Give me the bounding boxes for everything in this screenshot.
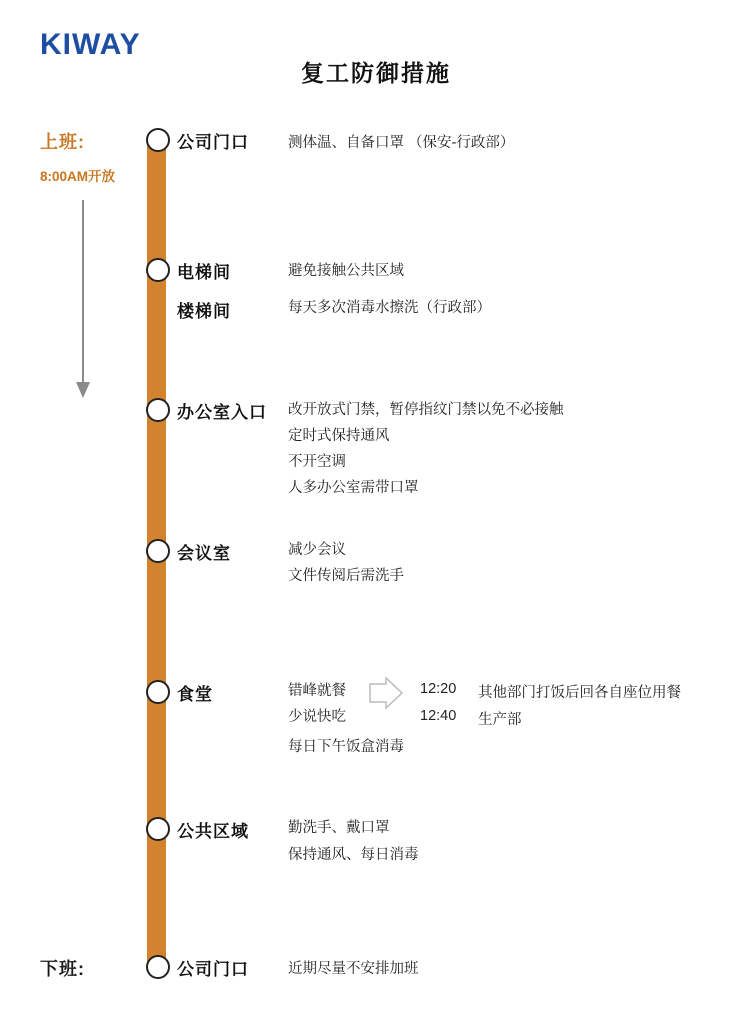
lunch-time-2: 12:40 — [420, 708, 457, 724]
shift-start-time: 8:00AM开放 — [40, 169, 116, 184]
stop-label-entrance-evening: 公司门口 — [177, 960, 249, 979]
stop-label-meeting-room: 会议室 — [177, 544, 231, 563]
down-arrow-icon — [72, 200, 94, 400]
lunch-desc-2: 生产部 — [478, 712, 522, 728]
stop-detail-meeting-1: 减少会议 — [288, 542, 346, 558]
stop-detail-public-2: 保持通风、每日消毒 — [288, 847, 419, 863]
stop-sublabel-stairs: 楼梯间 — [177, 302, 231, 321]
timeline-stop-dot[interactable] — [146, 398, 170, 422]
stop-detail-public-1: 勤洗手、戴口罩 — [288, 820, 390, 836]
page-title: 复工防御措施 — [301, 60, 451, 86]
timeline-stop-dot[interactable] — [146, 955, 170, 979]
timeline-stop-dot[interactable] — [146, 680, 170, 704]
stop-detail-office-3: 不开空调 — [288, 454, 346, 470]
lunch-desc-1: 其他部门打饭后回各自座位用餐 — [478, 685, 681, 701]
timeline-stop-dot[interactable] — [146, 128, 170, 152]
stop-label-elevator: 电梯间 — [177, 263, 231, 282]
right-arrow-icon — [368, 676, 404, 712]
stop-label-office-entrance: 办公室入口 — [177, 403, 267, 422]
stop-label-canteen: 食堂 — [177, 685, 213, 704]
stop-detail-office-2: 定时式保持通风 — [288, 428, 390, 444]
stop-detail-office-4: 人多办公室需带口罩 — [288, 480, 419, 496]
stop-detail-office-1: 改开放式门禁，暂停指纹门禁以免不必接触 — [288, 402, 564, 418]
stop-detail-meeting-2: 文件传阅后需洗手 — [288, 568, 404, 584]
stop-label-public-area: 公共区域 — [177, 822, 249, 841]
stop-detail-entrance-morning: 测体温、自备口罩 （保安-行政部） — [288, 135, 515, 151]
stop-detail-elevator-2: 每天多次消毒水擦洗（行政部） — [288, 300, 491, 316]
brand-logo-text: KIWAY — [40, 28, 141, 61]
stop-detail-entrance-evening: 近期尽量不安排加班 — [288, 961, 419, 977]
stop-detail-canteen-3: 每日下午饭盒消毒 — [288, 739, 404, 755]
timeline-stop-dot[interactable] — [146, 539, 170, 563]
lunch-time-1: 12:20 — [420, 681, 457, 697]
stop-label-entrance-morning: 公司门口 — [177, 133, 249, 152]
stop-detail-canteen-2: 少说快吃 — [288, 709, 346, 725]
stop-detail-canteen-1: 错峰就餐 — [288, 683, 346, 699]
timeline-stop-dot[interactable] — [146, 258, 170, 282]
stop-detail-elevator-1: 避免接触公共区域 — [288, 263, 404, 279]
shift-end-label: 下班: — [40, 959, 85, 979]
timeline-stop-dot[interactable] — [146, 817, 170, 841]
shift-start-label: 上班: — [40, 132, 85, 152]
